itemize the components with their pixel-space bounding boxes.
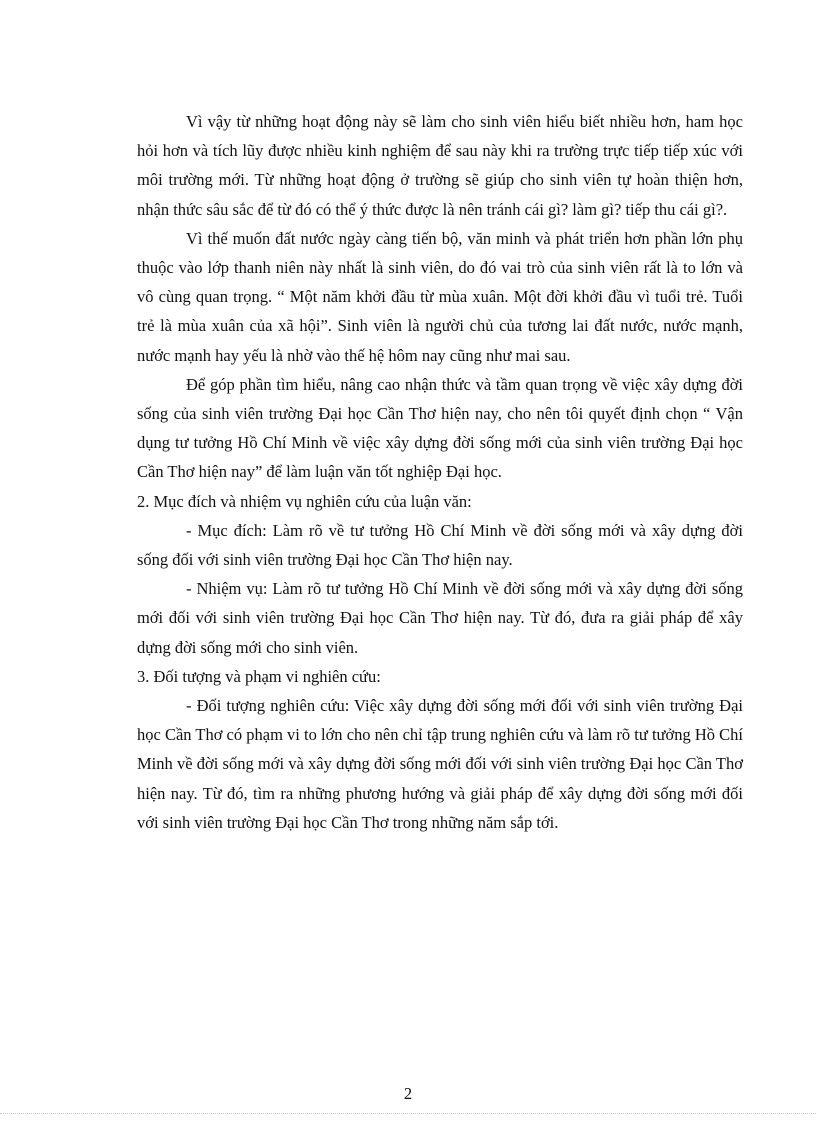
page-bottom-divider — [0, 1113, 816, 1114]
paragraph-youth-role: Vì thế muốn đất nước ngày càng tiến bộ, văn minh và phát triển hơn phần lớn phụ thuộc vào lớp thanh niên này nhất là sinh viên, do đó vai trò của sinh viên rất là to lớn và vô cùng quan trọng. “ Một năm khởi đầu từ mùa xuân. Một đời khởi đầu vì tuổi trẻ. Tuổi trẻ là mùa xuân của xã hội”. Sinh viên là người chủ của tương lai đất nước, nước mạnh, nước mạnh hay yếu là nhờ vào thế hệ hôm nay cũng như mai sau. — [137, 228, 743, 365]
body-text — [137, 107, 743, 837]
section-heading-purpose: 2. Mục đích và nhiệm vụ nghiên cứu của luận văn: — [137, 491, 472, 511]
paragraph-topic-choice: Để góp phần tìm hiểu, nâng cao nhận thức và tầm quan trọng về việc xây dựng đời sống của sinh viên trường Đại học Cần Thơ hiện nay, cho nên tôi quyết định chọn “ Vận dụng tư tưởng Hồ Chí Minh về việc xây dựng đời sống mới của sinh viên trường Đại học Cần Thơ hiện nay” để làm luận văn tốt nghiệp Đại học. — [137, 374, 743, 482]
paragraph-research-object: - Đối tượng nghiên cứu: Việc xây dựng đời sống mới đối với sinh viên trường Đại học Cần Thơ có phạm vi to lớn cho nên chỉ tập trung nghiên cứu và làm rõ tư tưởng Hồ Chí Minh về đời sống mới và xây dựng đời sống mới đối với sinh viên trường Đại học Cần Thơ hiện nay. Từ đó, tìm ra những phương hướng và giải pháp để xây dựng đời sống mới đối với sinh viên trường Đại học Cần Thơ trong những năm sắp tới. — [137, 696, 743, 832]
paragraph-students-learning: Vì vậy từ những hoạt động này sẽ làm cho sinh viên hiểu biết nhiều hơn, ham học hỏi hơn và tích lũy được nhiều kinh nghiệm để sau này khi ra trường trực tiếp tiếp xúc với môi trường mới. Từ những hoạt động ở trường sẽ giúp cho sinh viên tự hoàn thiện hơn, nhận thức sâu sắc để từ đó có thể ý thức được là nên tránh cái gì? làm gì? tiếp thu cái gì?. — [137, 112, 743, 219]
paragraph-purpose: - Mục đích: Làm rõ về tư tưởng Hồ Chí Minh về đời sống mới và xây dựng đời sống đối với sinh viên trường Đại học Cần Thơ hiện nay. — [137, 520, 743, 570]
paragraph-tasks: - Nhiệm vụ: Làm rõ tư tưởng Hồ Chí Minh về đời sống mới và xây dựng đời sống mới đối với sinh viên trường Đại học Cần Thơ hiện nay. Từ đó, đưa ra giải pháp để xây dựng đời sống mới cho sinh viên. — [137, 579, 743, 657]
page-number: 2 — [403, 1084, 413, 1103]
section-heading-scope: 3. Đối tượng và phạm vi nghiên cứu: — [137, 666, 381, 686]
